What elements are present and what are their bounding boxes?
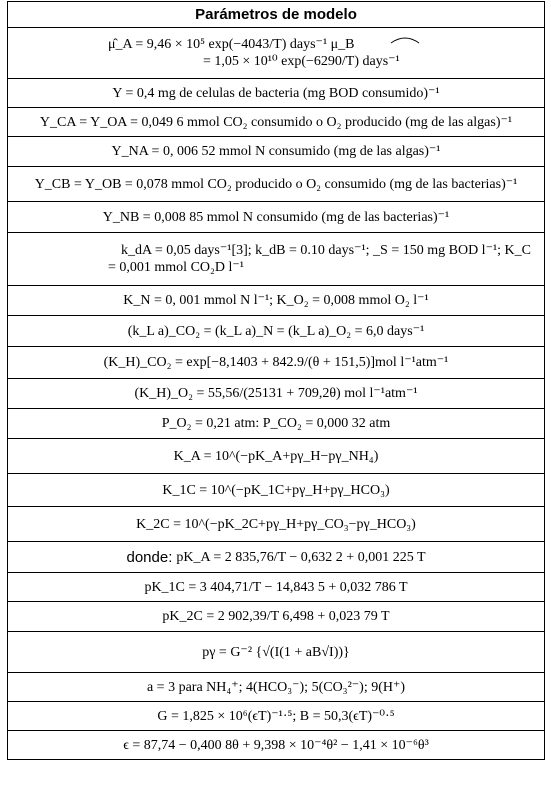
row-growth-rates: [8, 28, 545, 79]
parameters-table: [7, 1, 545, 760]
row-henry-o2: (K_H)_O₂ = 55,56/(25131 + 709,2θ) mol l⁻¹atm⁻¹: [8, 379, 545, 409]
row-k2c: K_2C = 10^(−pK_2C+pγ_H+pγ_CO₃−pγ_HCO₃): [8, 507, 545, 542]
decay-line-2: = 0,001 mmol CO₂D l⁻¹: [108, 260, 244, 275]
growth-rate-bacteria: = 1,05 × 10¹⁰ exp(−6290/T) days⁻¹: [203, 54, 400, 69]
row-half-saturation: K_N = 0, 001 mmol N l⁻¹; K_O₂ = 0,008 mmol O₂ l⁻¹: [8, 286, 545, 316]
pka-formula: pK_A = 2 835,76/T − 0,632 2 + 0,001 225 T: [176, 549, 426, 565]
row-epsilon: ϵ = 87,74 − 0,400 8θ + 9,398 × 10⁻⁴θ² − 1,41 × 10⁻⁶θ³: [8, 731, 545, 760]
row-yield-nb: Y_NB = 0,008 85 mmol N consumido (mg de las bacterias)⁻¹: [8, 202, 545, 233]
row-yield-cb-ob: Y_CB = Y_OB = 0,078 mmol CO₂ producido o O₂ consumido (mg de las bacterias)⁻¹: [8, 167, 545, 202]
arc-icon: [390, 36, 420, 44]
row-g-b: G = 1,825 × 10⁶(ϵT)⁻¹·⁵; B = 50,3(ϵT)⁻⁰·⁵: [8, 702, 545, 731]
row-transfer-coeff: (k_L a)_CO₂ = (k_L a)_N = (k_L a)_O₂ = 6,0 days⁻¹: [8, 316, 545, 347]
row-partial-pressures: P_O₂ = 0,21 atm: P_CO₂ = 0,000 32 atm: [8, 409, 545, 439]
row-henry-co2: (K_H)_CO₂ = exp[−8,1403 + 842.9/(θ + 151,5)]mol l⁻¹atm⁻¹: [8, 347, 545, 379]
row-k1c: K_1C = 10^(−pK_1C+pγ_H+pγ_HCO₃): [8, 474, 545, 507]
row-a-values: a = 3 para NH₄⁺; 4(HCO₃⁻); 5(CO₃²⁻); 9(H⁺): [8, 673, 545, 702]
row-pk1c: pK_1C = 3 404,71/T − 14,843 5 + 0,032 786 T: [8, 573, 545, 602]
row-ka: K_A = 10^(−pK_A+pγ_H−pγ_NH₄): [8, 439, 545, 474]
row-yield-bacteria: Y = 0,4 mg de celulas de bacteria (mg BOD consumido)⁻¹: [8, 79, 545, 108]
donde-label: donde:: [126, 548, 173, 566]
row-pk2c: pK_2C = 2 902,39/T 6,498 + 0,023 79 T: [8, 602, 545, 632]
decay-line-1: k_dA = 0,05 days⁻¹[3]; k_dB = 0.10 days⁻¹; _S = 150 mg BOD l⁻¹; K_C: [120, 243, 531, 258]
row-pka: [8, 542, 545, 573]
row-decay-constants: [8, 233, 545, 286]
table-header: Parámetros de modelo: [8, 2, 545, 28]
row-yield-ca-oa: Y_CA = Y_OA = 0,049 6 mmol CO₂ consumido o O₂ producido (mg de las algas)⁻¹: [8, 108, 545, 137]
row-pgamma: pγ = G⁻² {√(I(1 + aB√I))}: [8, 632, 545, 673]
row-yield-na: Y_NA = 0, 006 52 mmol N consumido (mg de las algas)⁻¹: [8, 137, 545, 167]
growth-rate-algae: μ̂_A = 9,46 × 10⁵ exp(−4043/T) days⁻¹ μ_B: [108, 37, 355, 52]
